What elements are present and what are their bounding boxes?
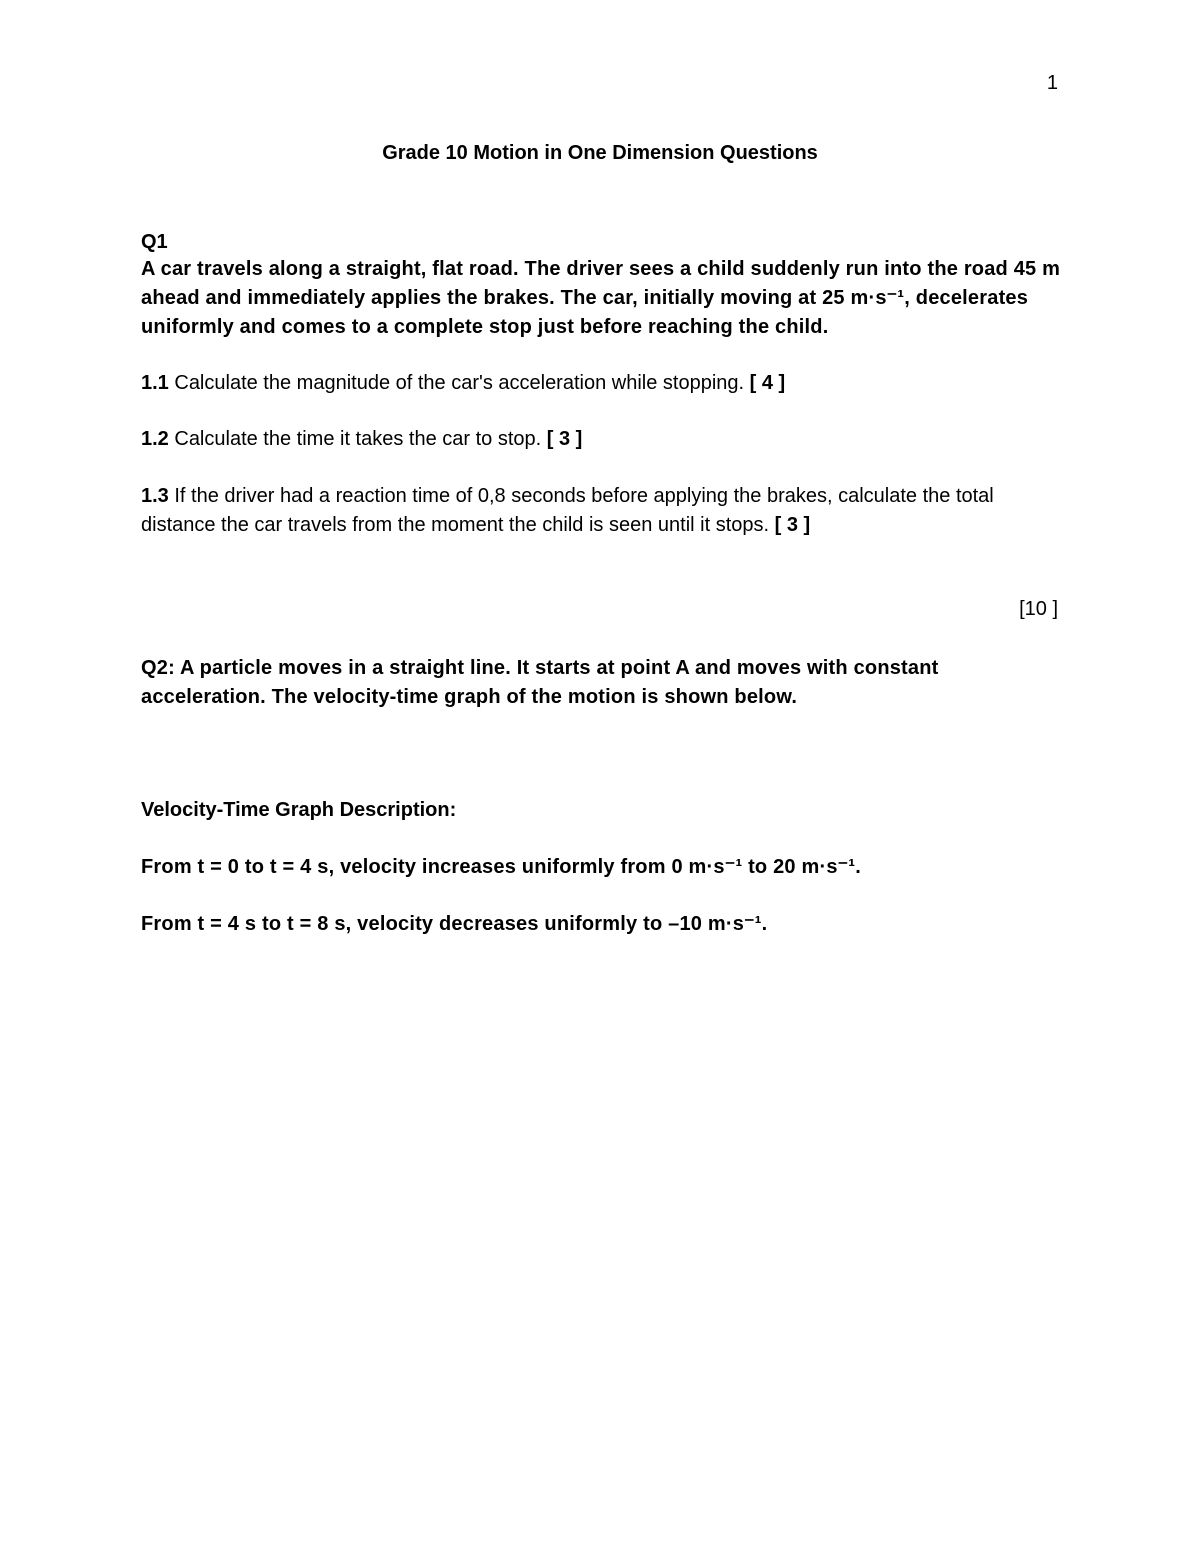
- question-1-3: [141, 482, 1061, 540]
- question-1-1-text: Calculate the magnitude of the car's acceleration while stopping.: [168, 372, 750, 394]
- q1-total-marks: [10 ]: [1019, 598, 1058, 620]
- question-1-2-text: Calculate the time it takes the car to stop.: [168, 428, 547, 450]
- question-1-1: [141, 369, 1061, 398]
- graph-description-line-1: From t = 0 to t = 4 s, velocity increases uniformly from 0 m·s⁻¹ to 20 m·s⁻¹.: [141, 856, 862, 878]
- question-1-2-marks: [ 3 ]: [546, 428, 583, 450]
- graph-description-heading: Velocity-Time Graph Description:: [141, 799, 457, 821]
- question-1-2: [141, 425, 1061, 454]
- question-1-1-marks: [ 4 ]: [749, 372, 786, 394]
- q1-stem: A car travels along a straight, flat road. The driver sees a child suddenly run into the road 45 m ahead and immediately applies the brakes. The car, initially moving at 25 m·s⁻¹, decelerates uniformly and comes to a complete stop just before reaching the child.: [141, 258, 1061, 338]
- question-1-3-number: 1.3: [141, 485, 169, 507]
- question-1-3-marks: [ 3 ]: [774, 514, 811, 536]
- question-1-2-number: 1.2: [141, 428, 169, 450]
- page-number: 1: [1046, 72, 1058, 94]
- graph-description-line-2: From t = 4 s to t = 8 s, velocity decreases uniformly to –10 m·s⁻¹.: [141, 913, 768, 935]
- q1-label: Q1: [141, 231, 168, 253]
- question-1-3-text: If the driver had a reaction time of 0,8 seconds before applying the brakes, calculate the total distance the car travels from the moment the child is seen until it stops.: [141, 485, 994, 536]
- q2-stem: Q2: A particle moves in a straight line. It starts at point A and moves with constant acceleration. The velocity-time graph of the motion is shown below.: [141, 657, 939, 708]
- question-1-1-number: 1.1: [141, 372, 169, 394]
- document-title: Grade 10 Motion in One Dimension Questions: [382, 142, 818, 164]
